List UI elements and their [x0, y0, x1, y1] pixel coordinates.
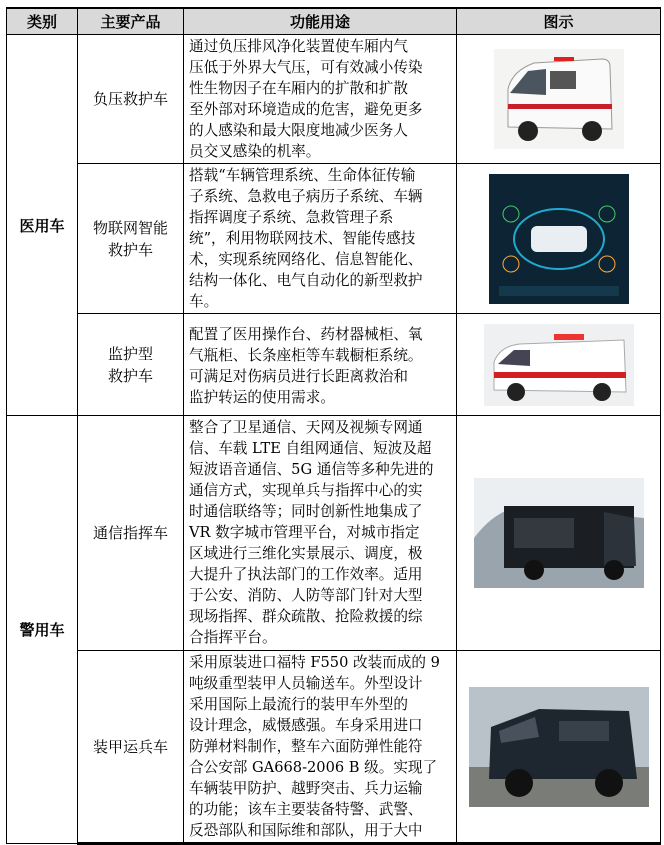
table-row [7, 651, 661, 844]
table-row [7, 35, 661, 164]
desc-line: VR 数字城市管理平台，对城市指定 [189, 524, 420, 541]
header-row [7, 8, 661, 35]
product-line: 装甲运兵车 [92, 737, 168, 756]
desc-line: 性生物因子在车厢内的扩散和扩散 [189, 80, 408, 97]
product-line: 负压救护车 [92, 90, 168, 108]
desc-line: 术，实现系统网络化、信息智能化、 [189, 251, 423, 268]
desc-line: 配置了医用操作台、药材器械柜、氧 [189, 326, 423, 343]
desc-line: 结构一体化、电气自动化的新型救护 [189, 272, 423, 289]
desc-line: 指挥调度子系统、急救管理子系 [189, 209, 394, 226]
desc-line: 吨级重型装甲人员输送车。外型设计 [189, 675, 423, 692]
product-name [78, 164, 184, 314]
desc-line: 通信方式，实现单兵与指挥中心的实 [189, 482, 423, 499]
vehicle-table [6, 7, 661, 845]
product-line: 物联网智能 [92, 218, 168, 237]
desc-line: 设计理念，威慑感强。车身采用进口 [189, 717, 423, 734]
desc-line: 的人感染和最大限度地减少医务人 [189, 122, 408, 139]
product-name [78, 651, 184, 844]
header-product: 主要产品 [78, 8, 184, 35]
desc-line: 信、车载 LTE 自组网通信、短波及超 [189, 440, 432, 457]
function-desc [184, 651, 457, 844]
desc-line: 合指挥平台。 [189, 629, 277, 646]
desc-line: 可满足对伤病员进行长距离救治和 [189, 368, 408, 385]
header-image: 图示 [457, 8, 661, 35]
negative-pressure-ambulance-photo [494, 49, 624, 149]
vehicle-image [457, 35, 661, 164]
monitoring-ambulance-photo [484, 324, 634, 406]
product-name [78, 35, 184, 164]
desc-line: 子系统、急救电子病历子系统、车辆 [189, 188, 423, 205]
desc-line: 车辆装甲防护、越野突击、兵力运输 [189, 780, 423, 797]
desc-line: 员交叉感染的机率。 [189, 143, 321, 160]
desc-line: 的功能；该车主要装备特警、武警、 [189, 801, 423, 818]
product-line: 通信指挥车 [92, 524, 168, 542]
function-desc [184, 164, 457, 314]
desc-line: 采用国际上最流行的装甲车外型的 [189, 696, 408, 713]
header-category: 类别 [7, 8, 78, 35]
desc-line: 区域进行三维化实景展示、调度，极 [189, 545, 423, 562]
product-line: 救护车 [107, 366, 153, 385]
vehicle-image [457, 314, 661, 416]
desc-line: 车。 [189, 293, 219, 310]
function-desc [184, 314, 457, 416]
desc-line: 大提升了执法部门的工作效率。适用 [189, 566, 423, 583]
desc-line: 反恐部队和国际维和部队，用于大中 [189, 822, 423, 839]
desc-line: 气瓶柜、长条座柜等车载橱柜系统。 [189, 347, 423, 364]
table-row [7, 314, 661, 416]
product-name [78, 416, 184, 651]
table-row [7, 164, 661, 314]
desc-line: 防弹材料制作，整车六面防弹性能符 [189, 738, 423, 755]
desc-line: 统”，利用物联网技术、智能传感技 [189, 230, 416, 247]
category-medical: 医用车 [7, 35, 78, 416]
vehicle-image [457, 164, 661, 314]
desc-line: 至外部对环境造成的危害，避免更多 [189, 101, 423, 118]
desc-line: 采用原装进口福特 F550 改装而成的 9 [189, 654, 440, 671]
desc-line: 合公安部 GA668-2006 B 级。实现了 [189, 759, 438, 776]
desc-line: 压低于外界大气压，可有效减小传染 [189, 59, 423, 76]
desc-line: 时通信联络等；同时创新性地集成了 [189, 503, 423, 520]
desc-line: 通过负压排风净化装置使车厢内气 [189, 38, 408, 55]
desc-line: 整合了卫星通信、天网及视频专网通 [189, 419, 423, 436]
category-police: 警用车 [7, 416, 78, 844]
command-vehicle-photo [474, 478, 644, 588]
header-function: 功能用途 [184, 8, 457, 35]
armored-personnel-carrier-photo [469, 687, 649, 807]
product-line: 监护型 [107, 344, 153, 363]
function-desc [184, 35, 457, 164]
desc-line: 现场指挥、群众疏散、抢险救援的综 [189, 608, 423, 625]
desc-line: 监护转运的使用需求。 [189, 389, 335, 406]
product-name [78, 314, 184, 416]
desc-line: 短波语音通信、5G 通信等多种先进的 [189, 461, 434, 478]
table-row [7, 416, 661, 651]
vehicle-image [457, 416, 661, 651]
iot-ambulance-dashboard-photo [489, 174, 629, 304]
product-line: 救护车 [107, 240, 153, 259]
vehicle-image [457, 651, 661, 844]
desc-line: 搭载“车辆管理系统、生命体征传输 [189, 167, 416, 184]
function-desc [184, 416, 457, 651]
desc-line: 于公安、消防、人防等部门针对大型 [189, 587, 423, 604]
